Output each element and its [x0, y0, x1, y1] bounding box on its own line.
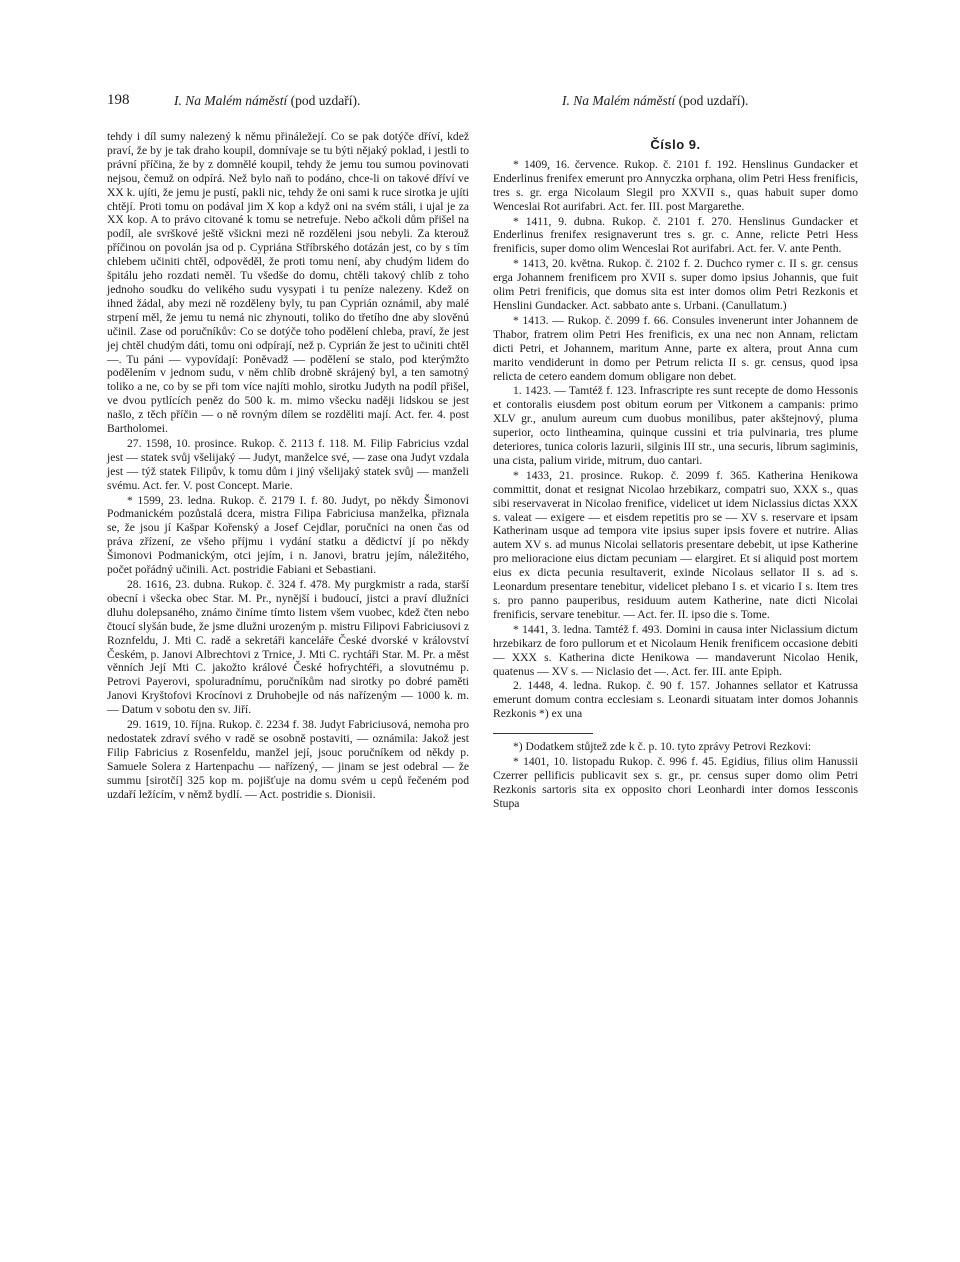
entry-1413b: * 1413. — Rukop. č. 2099 f. 66. Consules invenerunt inter Johannem de Thabor, fratrem olim Petri Hes frenificis, ex una nec non Annam, relictam dicti Petri, et Johannem, maritum Anne, parte ex altera, prout Anna cum marito vendiderunt in domo per Petrum relicta II s. gr. census, quod ipsa relicta de cetero eandem domum obligare non debet. [493, 313, 858, 383]
running-head-right [562, 93, 748, 109]
entry-28: 28. 1616, 23. dubna. Rukop. č. 324 f. 478. My purgkmistr a rada, starší obecní i všecka obec Star. M. Pr., nynější i budoucí, jistci a praví dlužníci dluhu dolepsaného, známo činíme tímto listem všem vuobec, kdež čten nebo čtoucí slyšán bude, že jsme dlužni urozeným p. mistru Filipovi Fabriciusovi z Roznfeldu, J. Mti C. radě a sekretáři kanceláře České dvorské v království Českém, p. Janovi Albrechtovi z Trnice, J. Mti C. rychtáři Star. M. Pr. a měst věnních Její Mti C. jakožto králové České hofrychtéři, a slovutnému p. Petrovi Payerovi, spoluradnímu, poručníkům nad sirotky po dobré paměti Janovi Kryštofovi Krocínovi z Druhobejle od nás nařízeným — 1000 k. m. — Datum v sobotu den sv. Jiří. [107, 578, 469, 717]
entry-1433: * 1433, 21. prosince. Rukop. č. 2099 f. 365. Katherina Henikowa committit, donat et resignat Nicolao hrzebikarz, compatri suo, XXX s., quas sibi reservaverat in Nicolao frenifice, videlicet ut idem Niclassius dictas XXX s. valeat — exigere — et eisdem repetitis pro se — XV s. reservare et ipsam Katherinam usque ad tempora vite ipsius super ipsis fovere et nutrire. Alias autem XV s. ad munus Nicolai sellatoris presentare debebit, ut ipse Katherine pro melioracione eius dictam pecuniam — elargiret. Et si aliquid post mortem eius ex dicta pecunia resultaverit, exinde Nicolaus sellator II s. ad s. Leonardum presentare tenebitur, videlicet plebano I s. et vicario I s. Item tres s. pro panno pauperibus, residuum autem Katherine, nate dicti Nicolai frenificis, servare tenebitur. — Act. fer. II. ipso die s. Tome. [493, 468, 858, 621]
footnote-intro: *) Dodatkem stůjtež zde k č. p. 10. tyto zprávy Petrovi Rezkovi: [513, 740, 812, 754]
footnote-entry-1401: * 1401, 10. listopadu Rukop. č. 996 f. 45. Egidius, filius olim Hanussii Czerrer pellificis publicavit sex s. gr., pr. census super domo olim Petri Rezkonis sartoris sita ex opposito chori Leonhardi inter domos Iessconis Stupa [493, 755, 858, 810]
running-head-left-title: I. Na Malém náměstí [174, 93, 288, 108]
running-head-right-suffix: (pod uzdaří). [675, 93, 749, 108]
running-head-right-title: I. Na Malém náměstí [562, 93, 676, 108]
entry-1423: 1. 1423. — Tamtéž f. 123. Infrascripte res sunt recepte de domo Hessonis et contoralis eiusdem post obitum eorum per Vitkonem a campanis: primo XLV gr., anulum aureum cum duobus monilibus, pater akštejnový, pluma superior, octo lintheamina, quinque cussini et tria pulvinaria, tres plume deteriores, tunica coloris lazurii, silginis III str., una securis, librum sagiminis, una cista, palium viride, mitrum, duo cantari. [493, 384, 858, 467]
right-column [493, 130, 858, 811]
left-column [107, 130, 469, 802]
entry-1448: 2. 1448, 4. ledna. Rukop. č. 90 f. 157. Johannes sellator et Katrussa emerunt domum contra ecclesiam s. Leonardi situatam inter domos Johannis Rezkonis *) ex una [493, 679, 858, 721]
running-head-left-suffix: (pod uzdaří). [287, 93, 361, 108]
section-title: Číslo 9. [650, 137, 701, 152]
entry-1413a: * 1413, 20. května. Rukop. č. 2102 f. 2. Duchco rymer c. II s. gr. census erga Johannem frenificem pro XVII s. super domo ipsius Johannis, que fuit olim Petri frenificis, que domus sita est inter domos olim Petri Rezkonis et Henslini Gundacker. Act. sabbato ante s. Urbani. (Canullatum.) [493, 257, 858, 312]
entry-1411: * 1411, 9. dubna. Rukop. č. 2101 f. 270. Henslinus Gundacker et Enderlinus frenifex resignaverunt tres s. gr. c. Anne, relicte Petri Hess frenificis, super domo olim Wenceslai Rot aurifabri. Act. fer. V. ante Penth. [493, 214, 858, 256]
entry-1409: * 1409, 16. července. Rukop. č. 2101 f. 192. Henslinus Gundacker et Enderlinus frenifex emerunt pro Annyczka orphana, olim Petri Hess frenificis, tres s. gr. erga Nicolaum Slegil pro XXVII s., quas habuit super domo Wenceslai Rot aurifabri. Act. fer. III. post Margarethe. [493, 157, 858, 213]
paragraph-continuation: tehdy i díl sumy nalezený k němu přináležejí. Co se pak dotýče dříví, kdež praví, že by je tak draho koupil, domnívaje se tu býti nějaký poklad, i jestli to právní příčina, že by z domnělé koupil, tehdy že jemu tou sumou povinovati nejsou, čemuž on odpírá. Než bylo naň to podáno, chce-li on takové dříví ve XX k. ujíti, že jemu je pustí, pakli nic, tehdy že oni sami k ruce sirotka je ujíti chtějí. Proti tomu on podával jim X kop a když oni na svém stáli, i ujal je za XX kop. A to právo citované k tomu se netrefuje. Nebo ačkoli dům přišel na podíl, ale svrškové ještě všickni mezi ně rozděleni jsou nebyli. Za kterouž příčinou on povolán jsa od p. Cypriána Stříbrského dotázán jest, co by s tím chlebem učiniti chtěl, odpověděl, že proti tomu není, aby chudým lidem do špitálu jeho rozdati neměl. Tu všedše do domu, chtěli takový chlíb z toho jednoho soudku do velikého sudu vysypati i tu peníze nalezeny. Kdež on ihned žádal, aby mezi ně rozděleny byly, tu pan Cyprián oznámil, aby malé strpení měl, že jemu tu nemá nic zhynouti, toliko do třetího dne aby slověnú učinil. Zase od poručníkův: Co se dotýče toho podělení chleba, praví, že jest jej chtěl chudým dáti, tomu oni odpírají, než p. Cyprián že jest to učiniti chtěl —. Tu páni — vypovídají: Poněvadž — podělení se stalo, pod kterýmžto podělením v jednom sudu, v něm chlíb drobně skrájený byl, a ten samotný toliko a ne, co by se při tom více najíti mohlo, sirotku Judyth na podíl přišel, ve dvou pytlících peněz do 500 k. m. mimo všecku naději lidskou se jest našlo, z těch příčin — o ně rovným dílem se rozděliti mají. Act. fer. 4. post Bartholomei. [107, 130, 469, 436]
page-number: 198 [107, 92, 130, 108]
entry-1441: * 1441, 3. ledna. Tamtéž f. 493. Domini in causa inter Niclassium dictum hrzebikarz de foro pullorum et et Nicolaum Henik frenificem occasione debiti — XXX s. Katherina dicte Henikowa — mandaverunt Nicolao Henik, quatenus — XV s. — Niclasio det —. Act. fer. III. ante Epiph. [493, 622, 858, 678]
running-head-left [174, 93, 360, 109]
running-header [0, 92, 960, 112]
entry-1599: * 1599, 23. ledna. Rukop. č. 2179 I. f. 80. Judyt, po někdy Šimonovi Podmanickém pozůstalá dcera, mistra Filipa Fabriciusa manželka, přiznala se, že jsou jí Kašpar Kořenský a Josef Cejdlar, poručníci na onen čas od práva zřízení, ze všeho příjmu i vydání statku a dědictví jí po někdy Šimonovi Podmanickým, otci jejím, i n. Janovi, bratru jejím, náležitého, počet pořádný učinili. Act. postridie Fabiani et Sebastiani. [107, 493, 469, 577]
footnote-rule [493, 733, 593, 734]
entry-27: 27. 1598, 10. prosince. Rukop. č. 2113 f. 118. M. Filip Fabricius vzdal jest — statek svůj všelijaký — Judyt, manželce své, — zase ona Judyt vzdala jest — týž statek Filipův, k tomu dům i jiný všelijaký statek svůj — manželi svému. Act. fer. V. post Concept. Marie. [107, 436, 469, 492]
entry-29: 29. 1619, 10. října. Rukop. č. 2234 f. 38. Judyt Fabriciusová, nemoha pro nedostatek zdraví svého v radě se osobně postaviti, — oznámila: Jakož jest Filip Fabricius z Rosenfeldu, manžel její, jsouc poručníkem od někdy p. Samuele Solera z Hartenpachu — nařízený, — jinam se jest odebral — že summu [sirotčí] 325 kop m. pojišťuje na domu svém u cepů řečeném pod uzdaří ležícím, v němž bydlí. — Act. postridie s. Dionisii. [107, 718, 469, 801]
